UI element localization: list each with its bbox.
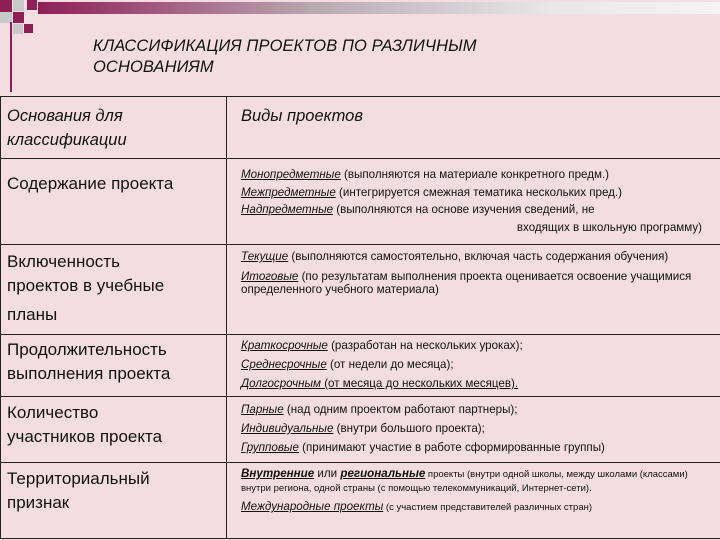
project-type-desc: (разработан на нескольких уроках); (327, 339, 523, 352)
project-type-desc: (с участием представителей различных стран) (383, 502, 593, 513)
decor-square (24, 24, 33, 33)
table-row (1, 159, 720, 245)
list-item (241, 419, 718, 438)
project-type-desc: (интегрируется смежная тематика нескольких пред.) (335, 185, 623, 199)
list-item (241, 336, 718, 355)
list-item-continuation: входящих в школьную программу) (516, 220, 702, 234)
basis-text: планы (7, 305, 58, 324)
project-type-desc: (принимают участие в работе сформированные группы) (298, 441, 605, 454)
decor-square (27, 0, 37, 10)
table-header-row (1, 97, 720, 159)
project-type-desc: (выполняются самостоятельно, включая часть содержания обучения) (288, 250, 669, 263)
basis-cell (1, 245, 227, 335)
list-item (241, 467, 718, 495)
basis-text: признак (7, 493, 70, 512)
list-item (241, 250, 718, 264)
decor-square (13, 24, 23, 34)
project-type-desc: (выполняются на материале конкретного предм.) (340, 168, 610, 181)
types-cell (227, 159, 720, 245)
basis-cell (1, 397, 227, 463)
project-type-term: Монопредметные (241, 168, 341, 181)
project-type-term: Международные проекты (241, 500, 384, 513)
list-item (241, 400, 718, 419)
table-row (1, 335, 720, 397)
project-type-term: Групповые (241, 441, 299, 454)
project-type-term: Краткосрочные (241, 339, 328, 352)
header-basis-line: Основания для (7, 107, 123, 125)
basis-text: Количество (7, 403, 99, 422)
decor-vertical-line (10, 22, 12, 92)
title-line: ОСНОВАНИЯМ (93, 58, 214, 76)
decor-square (13, 12, 24, 23)
decor-square (0, 0, 12, 12)
list-item (241, 498, 718, 516)
types-cell (227, 397, 720, 463)
basis-text: участников проекта (7, 427, 163, 446)
header-types-label: Виды проектов (241, 107, 363, 125)
project-type-desc: (над одним проектом работают партнеры); (283, 403, 518, 416)
header-gradient-bar (38, 2, 720, 14)
basis-cell (1, 335, 227, 397)
list-item (241, 201, 718, 219)
slide-title (93, 36, 653, 78)
table-row (1, 245, 720, 335)
project-type-term: Текущие (241, 250, 289, 263)
project-type-term: Межпредметные (241, 185, 336, 199)
project-type-term: Долгосрочным (241, 377, 325, 390)
decor-square (13, 0, 24, 11)
project-type-desc: (внутри большого проекта); (333, 422, 485, 435)
project-type-desc: (от месяца до нескольких месяцев). (324, 377, 519, 390)
list-item (241, 355, 718, 374)
classification-table (0, 96, 720, 539)
basis-cell (1, 159, 227, 245)
table-row (1, 397, 720, 463)
header-cell-types (227, 97, 720, 159)
project-type-connector: или (314, 467, 341, 480)
basis-text: Территориальный (7, 469, 150, 488)
list-item (241, 374, 718, 393)
types-cell (227, 463, 720, 539)
project-type-desc: (от недели до месяца); (326, 358, 454, 371)
basis-text: выполнения проекта (7, 364, 171, 383)
basis-text: Продолжительность (7, 340, 167, 359)
basis-text: Содержание проекта (7, 174, 174, 193)
project-type-desc: (по результатам выполнения проекта оценивается освоение учащимися определенного учебного материала) (241, 269, 692, 296)
types-cell (227, 335, 720, 397)
basis-cell (1, 463, 227, 539)
project-type-desc: проекты (внутри одной школы, между школами (классами) внутри региона, одной страны (с помощью телекоммуникаций, Интернет-сети). (241, 469, 688, 494)
project-type-term: Надпредметные (241, 203, 334, 216)
list-item (241, 438, 718, 457)
project-type-desc: (выполняются на основе изучения сведений, не (333, 203, 595, 216)
title-line: КЛАССИФИКАЦИЯ ПРОЕКТОВ ПО РАЗЛИЧНЫМ (93, 37, 477, 55)
table-row (1, 463, 720, 539)
project-type-term: Парные (241, 403, 284, 416)
project-type-term: Индивидуальные (241, 422, 334, 435)
project-type-term: Среднесрочные (241, 358, 327, 371)
list-item (241, 184, 718, 202)
list-item (241, 270, 718, 297)
project-type-term: региональные (340, 467, 426, 480)
header-cell-basis (1, 97, 227, 159)
basis-text: Включенность (7, 252, 120, 271)
project-type-term: Итоговые (241, 269, 299, 283)
types-cell (227, 245, 720, 335)
list-item (241, 166, 718, 184)
project-type-term: Внутренние (241, 467, 315, 480)
basis-text: проектов в учебные (7, 276, 165, 295)
header-basis-line: классификации (7, 131, 127, 149)
